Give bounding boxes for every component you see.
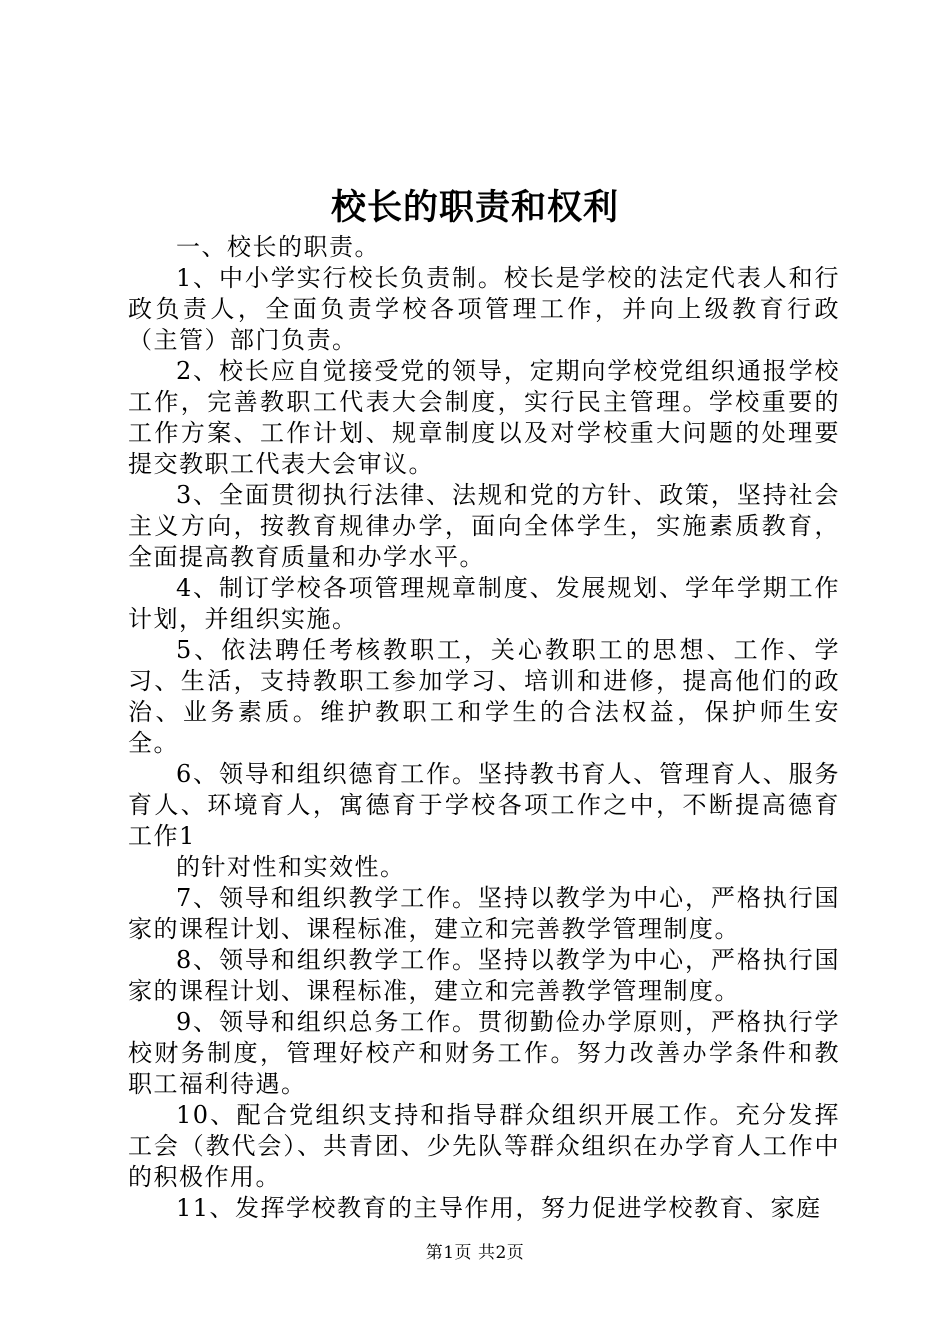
duty-paragraph: 10、配合党组织支持和指导群众组织开展工作。充分发挥工会（教代会）、共青团、少先队等群众组织在办学育人工作中的积极作用。	[128, 1101, 840, 1191]
duty-paragraph: 4、制订学校各项管理规章制度、发展规划、学年学期工作计划，并组织实施。	[128, 574, 840, 633]
duty-paragraph: 1、中小学实行校长负责制。校长是学校的法定代表人和行政负责人，全面负责学校各项管理工作，并向上级教育行政（主管）部门负责。	[128, 264, 840, 354]
duty-paragraph: 2、校长应自觉接受党的领导，定期向学校党组织通报学校工作，完善教职工代表大会制度，实行民主管理。学校重要的工作方案、工作计划、规章制度以及对学校重大问题的处理要提交教职工代表大会审议。	[128, 357, 840, 478]
page-number-footer: 第1页 共2页	[425, 1243, 525, 1263]
duty-paragraph: 5、依法聘任考核教职工，关心教职工的思想、工作、学习、生活，支持教职工参加学习、培训和进修，提高他们的政治、业务素质。维护教职工和学生的合法权益，保护师生安全。	[128, 636, 840, 757]
duty-paragraph: 7、领导和组织教学工作。坚持以教学为中心，严格执行国家的课程计划、课程标准，建立和完善教学管理制度。	[128, 884, 840, 943]
duty-paragraph: 11、发挥学校教育的主导作用，努力促进学校教育、家庭	[176, 1194, 822, 1222]
section-heading: 一、校长的职责。	[176, 233, 380, 261]
document-body	[128, 232, 840, 1224]
duty-paragraph: 3、全面贯彻执行法律、法规和党的方针、政策，坚持社会主义方向，按教育规律办学，面向全体学生，实施素质教育，全面提高教育质量和办学水平。	[128, 481, 840, 571]
duty-paragraph-continuation: 的针对性和实效性。	[176, 853, 406, 881]
duty-paragraph: 8、领导和组织教学工作。坚持以教学为中心，严格执行国家的课程计划、课程标准，建立和完善教学管理制度。	[128, 946, 840, 1005]
page-title: 校长的职责和权利	[330, 187, 619, 228]
duty-paragraph: 6、领导和组织德育工作。坚持教书育人、管理育人、服务育人、环境育人，寓德育于学校各项工作之中，不断提高德育工作1	[128, 760, 840, 850]
duty-paragraph: 9、领导和组织总务工作。贯彻勤俭办学原则，严格执行学校财务制度，管理好校产和财务工作。努力改善办学条件和教职工福利待遇。	[128, 1008, 840, 1098]
